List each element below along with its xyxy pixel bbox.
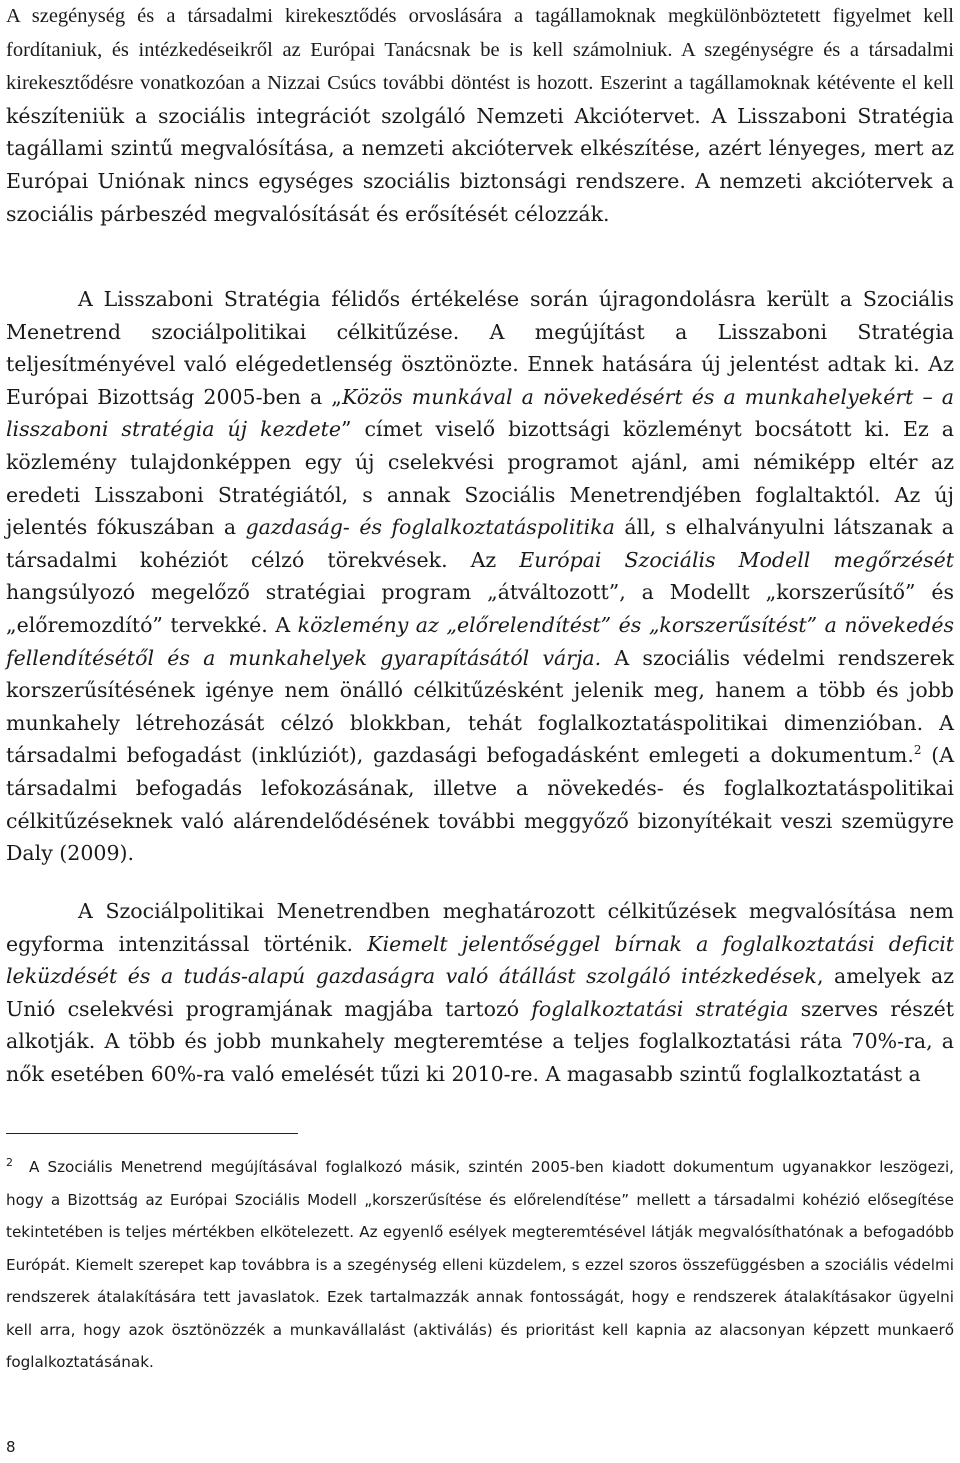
paragraph-3-text-2: , amelyek az Unió cselekvési programjának magjába tartozó [6,964,954,1021]
paragraph-3-italic-2: foglalkoztatási stratégia [531,996,789,1021]
paragraph-2-text-3: áll, s elhalványulni látszanak a társadalmi kohéziót célzó törekvések. Az [6,515,955,572]
paragraph-3-text-1: A Szociálpolitikai Menetrendben meghatározott célkitűzések megvalósítása nem egyforma intenzitással történik. [6,899,954,956]
paragraph-2-text-1: A Lisszaboni Stratégia félidős értékelése során újragondolásra került a Szociális Menetrend szociálpolitikai célkitűzése. A megújítást a Lisszaboni Stratégia teljesítményével való elégedetlenség ösztönözte. Ennek hatására új jelentést adtak ki. Az Európai Bizottság 2005-ben a „ [6,287,954,409]
paragraph-1-part-b: készíteniük a szociális integrációt szolgáló Nemzeti Akciótervet. A Lisszaboni Stratégia tagállami szintű megvalósítása, a nemzeti akciótervek elkészítése, azért lényeges, mert az Európai Uniónak nincs egységes szociális biztonsági rendszere. A nemzeti akciótervek a szociális párbeszéd megvalósítását és erősítését célozzák. [6,103,954,226]
paragraph-2-italic-2: gazdaság- és foglalkoztatáspolitika [245,515,615,540]
paragraph-2-text-5: A szociális védelmi rendszerek korszerűsítésének igénye nem önálló célkitűzésként jelenik meg, hanem a több és jobb munkahely létrehozását célzó blokkban, tehát foglalkoztatáspolitikai dimenzióban. A társadalmi befogadást (inklúziót), gazdasági befogadásként emlegeti a dokumentum. [6,645,954,768]
paragraph-2-text-2: ” címet viselő bizottsági közleményt bocsátott ki. Ez a közlemény tulajdonképpen egy új cselekvési programot ajánl, ami némiképp eltér az eredeti Lisszaboni Stratégiától, s annak Szociális Menetrendjében foglaltaktól. Az új jelentés fókuszában a [6,417,954,540]
paragraph-2 [6,283,954,870]
footnote-separator [6,1133,298,1134]
footnote [6,1147,954,1379]
paragraph-1 [6,0,954,230]
paragraph-2-text-6: (A társadalmi befogadás lefokozásának, illetve a növekedés- és foglalkoztatáspolitikai célkitűzéseknek való alárendelődésének további meggyőző bizonyítékait veszi szemügyre Daly (2009). [6,743,954,866]
paragraph-1-part-a: A szegénység és a társadalmi kirekesztődés orvoslására a tagállamoknak megkülönböztetett figyelmet kell fordítaniuk, és intézkedéseikről az Európai Tanácsnak be is kell számolniuk. A szegénységre és a társadalmi kirekesztődésre vonatkozóan a Nizzai Csúcs további döntést is hozott. Eszerint a tagállamoknak kétévente el kell [6,5,954,95]
paragraph-3-text-3: szerves részét alkotják. A több és jobb munkahely megteremtése a teljes foglalkoztatási ráta 70%-ra, a nők esetében 60%-ra való emelését tűzi ki 2010-re. A magasabb szintű foglalkoztatást a [6,996,954,1086]
paragraph-3 [6,895,954,1091]
footnote-number: 2 [6,1156,13,1169]
paragraph-2-italic-3: Európai Szociális Modell megőrzését [519,547,954,572]
footnote-reference[interactable]: 2 [913,743,922,758]
paragraph-2-italic-4: közlemény az „előrelendítést” és „korszerűsítést” a növekedés fellendítésétől és a munkahelyek gyarapításától várja. [6,612,954,670]
footnote-text: A Szociális Menetrend megújításával foglalkozó másik, szintén 2005-ben kiadott dokumentum ugyanakkor leszögezi, hogy a Bizottság az Európai Szociális Modell „korszerűsítése és előrelendítése” mellett a társadalmi kohézió elősegítése tekintetében is teljes mértékben elkötelezett. Az egyenlő esélyek megteremtésével látják megvalósíthatónak a befogadóbb Európát. Kiemelt szerepet kap továbbra is a szegénység elleni küzdelem, s ezzel szoros összefüggésben a szociális védelmi rendszerek átalakítására tett javaslatok. Ezek tartalmazzák annak fontosságát, hogy e rendszerek átalakításakor ügyelni kell arra, hogy azok ösztönözzék a munkavállalást (aktiválás) és prioritást kell kapnia az alacsonyan képzett munkaerő foglalkoztatásának. [6,1158,954,1372]
page-number: 8 [6,1438,16,1456]
paragraph-3-italic-1: Kiemelt jelentőséggel bírnak a foglalkoztatási deficit leküzdését és a tudás-alapú gazdaságra való átállást szolgáló intézkedések [6,931,954,989]
paragraph-2-text-4: hangsúlyozó megelőző stratégiai program „átváltozott”, a Modellt „korszerűsítő” és „előremozdító” tervekké. A [6,580,954,637]
paragraph-2-italic-title: Közös munkával a növekedésért és a munkahelyekért – a lisszaboni stratégia új kezdete [6,384,954,442]
